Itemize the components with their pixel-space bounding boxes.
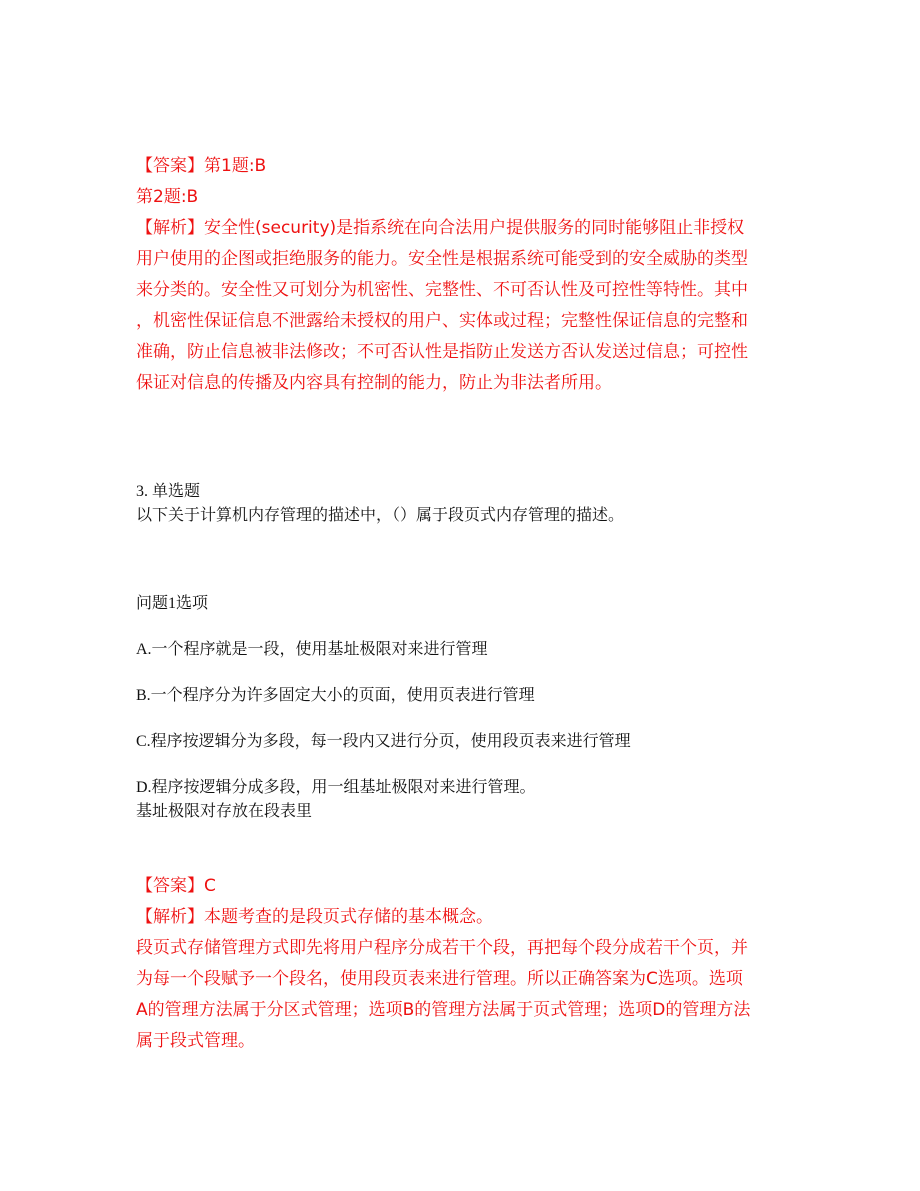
explanation-line: 【解析】安全性(security)是指系统在向合法用户提供服务的同时能够阻止非授权 (136, 218, 745, 238)
answer-explanation-block-2 (136, 871, 796, 1057)
option-d: D.程序按逻辑分成多段，用一组基址极限对来进行管理。 (136, 779, 536, 796)
explanation-line: 属于段式管理。 (136, 1031, 255, 1051)
answer-line: 第2题:B (136, 187, 199, 207)
explanation-line: 保证对信息的传播及内容具有控制的能力，防止为非法者所用。 (136, 373, 612, 393)
option-a: A.一个程序就是一段，使用基址极限对来进行管理 (136, 641, 488, 658)
answer-line: 【答案】C (136, 876, 216, 896)
answer-line: 【答案】第1题:B (136, 156, 267, 176)
option-c: C.程序按逻辑分为多段，每一段内又进行分页，使用段页表来进行管理 (136, 733, 631, 750)
explanation-line: ，机密性保证信息不泄露给未授权的用户、实体或过程；完整性保证信息的完整和 (136, 311, 748, 331)
explanation-line: 【解析】本题考查的是段页式存储的基本概念。 (136, 907, 493, 927)
explanation-line: 为每一个段赋予一个段名，使用段页表来进行管理。所以正确答案为C选项。选项 (136, 969, 743, 989)
option-b: B.一个程序分为许多固定大小的页面，使用页表进行管理 (136, 687, 535, 704)
explanation-line: 用户使用的企图或拒绝服务的能力。安全性是根据系统可能受到的安全威胁的类型 (136, 249, 748, 269)
explanation-line: 段页式存储管理方式即先将用户程序分成若干个段，再把每个段分成若干个页，并 (136, 938, 748, 958)
explanation-line: A的管理方法属于分区式管理；选项B的管理方法属于页式管理；选项D的管理方法 (136, 1000, 751, 1020)
question-block (136, 480, 796, 528)
question-stem: 以下关于计算机内存管理的描述中，（）属于段页式内存管理的描述。 (136, 507, 625, 524)
answer-explanation-block-1 (136, 151, 796, 399)
explanation-line: 来分类的。安全性又可划分为机密性、完整性、不可否认性及可控性等特性。其中 (136, 280, 748, 300)
explanation-line: 准确，防止信息被非法修改；不可否认性是指防止发送方否认发送过信息；可控性 (136, 342, 748, 362)
options-label: 问题1选项 (136, 595, 209, 612)
option-d-continued: 基址极限对存放在段表里 (136, 803, 313, 820)
question-header: 3. 单选题 (136, 483, 201, 500)
options-block (136, 592, 796, 824)
